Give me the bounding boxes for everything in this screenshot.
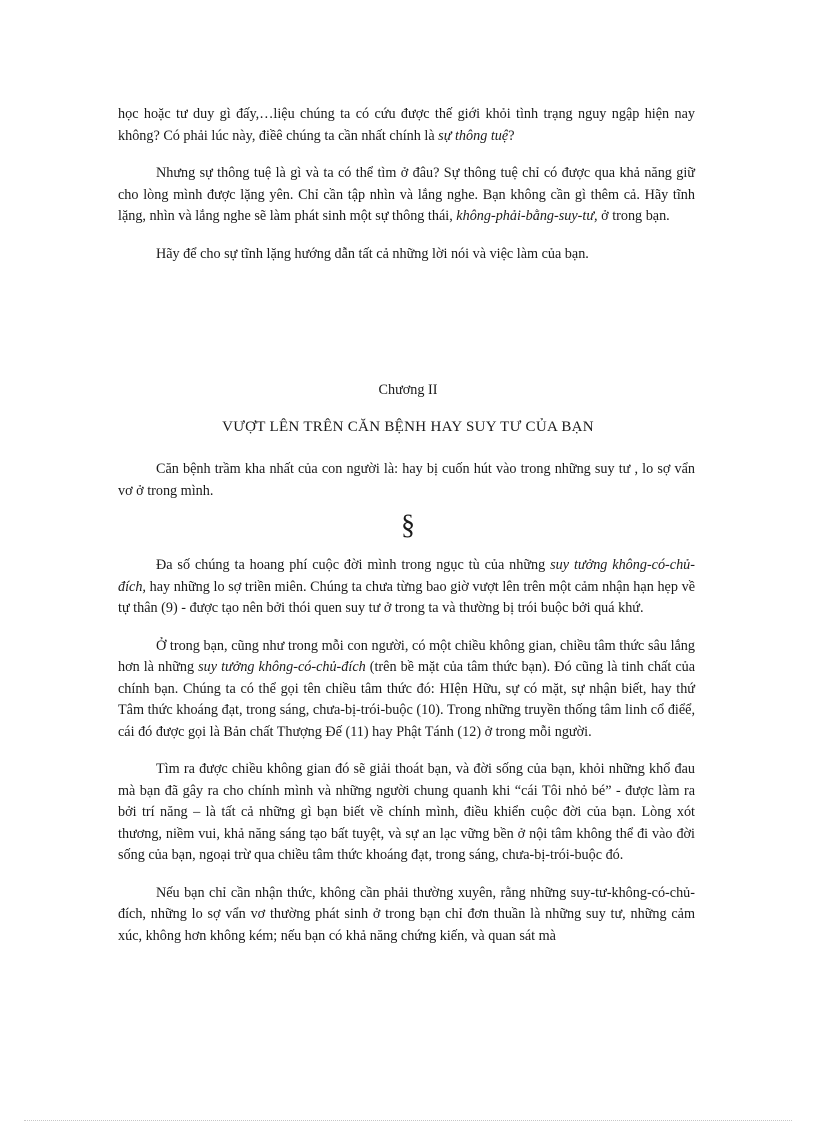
page-bottom-border	[24, 1120, 792, 1121]
paragraph-prison-of-thought: Đa số chúng ta hoang phí cuộc đời mình trong ngục tù của những suy tưởng không-có-chủ-đích, hay những lo sợ triền miên. Chúng ta chưa từng bao giờ vượt lên trên một cảm nhận hạn hẹp về tự thân (9) - được tạo nên bởi thói quen suy tư ở trong ta và thường bị trói buộc bởi quá khứ.	[118, 557, 695, 616]
paragraph-intro: Căn bệnh trầm kha nhất của con người là: hay bị cuốn hút vào trong những suy tư , lo sợ vẩn vơ ở trong mình.	[118, 461, 695, 499]
emphasis-text: suy tưởng không-có-chủ-đích	[198, 659, 366, 675]
paragraph-liberation: Tìm ra được chiều không gian đó sẽ giải thoát bạn, và đời sống của bạn, khỏi những khổ đau mà bạn đã gây ra cho chính mình và những người chung quanh khi “cái Tôi nhỏ bé” - được làm ra bởi trí năng – là tất cả những gì bạn biết về chính mình, điều khiển cuộc đời của bạn. Lòng xót thương, niềm vui, khả năng sáng tạo bất tuyệt, và sự an lạc vững bền ở nội tâm không thể đi vào đời sống của bạn, ngoại trừ qua chiều tâm thức khoáng đạt, trong sáng, chưa-bị-trói-buộc đó.	[118, 761, 695, 863]
body-text-block	[118, 555, 695, 947]
paragraph-wisdom-stillness: Nhưng sự thông tuệ là gì và ta có thể tìm ở đâu? Sự thông tuệ chỉ có được qua khả năng giữ cho lòng mình được lặng yên. Chỉ cần tập nhìn và lắng nghe. Bạn không cần gì thêm cả. Hãy tĩnh lặng, nhìn và lắng nghe sẽ làm phát sinh một sự thông thái, không-phải-bằng-suy-tư, ở trong bạn.	[118, 165, 695, 224]
emphasis-text: không-phải-bằng-suy-tư,	[456, 208, 598, 224]
emphasis-text: sự thông tuệ	[438, 127, 509, 144]
paragraph-awareness: Nếu bạn chỉ cần nhận thức, không cần phải thường xuyên, rằng những suy-tư-không-có-chủ-đích, những lo sợ vẩn vơ thường phát sinh ở trong bạn chỉ đơn thuần là những suy tư, những cảm xúc, không hơn không kém; nếu bạn có khả năng chứng kiến, và quan sát mà	[118, 884, 695, 944]
top-text-block	[118, 104, 695, 265]
section-mark: §	[401, 510, 415, 541]
chapter-label: Chương II	[378, 382, 438, 398]
emphasis-text: suy tưởng không-có-chủ-đích,	[118, 557, 695, 595]
chapter-intro	[118, 459, 695, 502]
paragraph-dimension-of-consciousness: Ở trong bạn, cũng như trong mỗi con người, có một chiều không gian, chiều tâm thức sâu lắng hơn là những suy tưởng không-có-chủ-đích (trên bề mặt của tâm thức bạn). Đó cũng là tinh chất của chính bạn. Chúng ta có thể gọi tên chiều tâm thức đó: HIện Hữu, sự có mặt, sự nhận biết, hay thứ Tâm thức khoáng đạt, trong sáng, chưa-bị-trói-buộc (10). Trong những truyền thống tâm linh cổ điểể, cái đó được gọi là Bản chất Thượng Đế (11) hay Phật Tánh (12) ở trong mỗi người.	[118, 637, 696, 740]
paragraph-stillness-guide: Hãy để cho sự tĩnh lặng hướng dẫn tất cả những lời nói và việc làm của bạn.	[156, 245, 589, 262]
chapter-title: VƯỢT LÊN TRÊN CĂN BỆNH HAY SUY TƯ CỦA BẠN	[222, 419, 594, 435]
paragraph-wisdom-question: học hoặc tư duy gì đấy,…liệu chúng ta có cứu được thế giới khỏi tình trạng nguy ngập hiện nay không? Có phải lúc này, điềê chúng ta cần nhất chính là sự thông tuệ?	[118, 106, 695, 144]
